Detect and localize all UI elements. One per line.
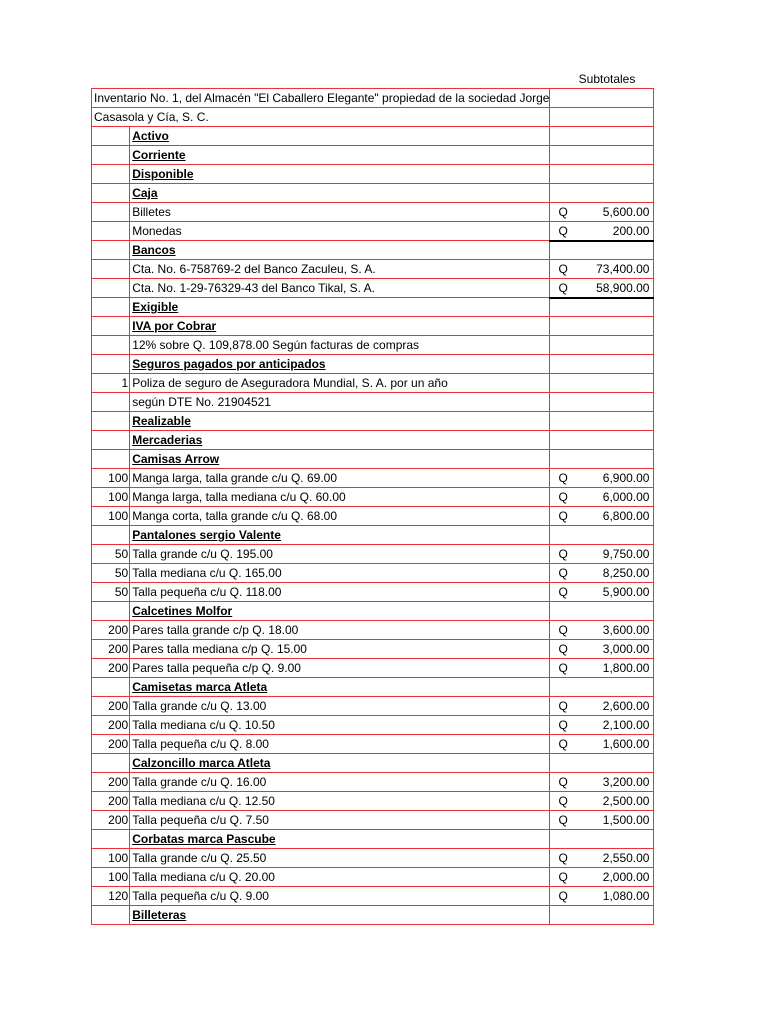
amount-cell[interactable] xyxy=(550,792,654,811)
amount-cell[interactable] xyxy=(550,754,654,773)
table-row xyxy=(92,868,654,887)
currency-symbol: Q xyxy=(558,205,568,219)
quantity-cell[interactable] xyxy=(92,621,130,640)
section-heading: Caja xyxy=(132,186,158,200)
description-cell[interactable] xyxy=(130,165,550,184)
amount-cell[interactable] xyxy=(550,659,654,678)
quantity-value: 200 xyxy=(108,737,129,751)
quantity-value: 50 xyxy=(114,566,129,580)
description-cell[interactable] xyxy=(130,792,550,811)
quantity-cell[interactable] xyxy=(92,203,130,222)
title-line-1: Inventario No. 1, del Almacén "El Caballero Elegante" propiedad de la sociedad Jorge xyxy=(92,89,550,108)
description-cell[interactable] xyxy=(130,260,550,279)
description-cell[interactable] xyxy=(130,203,550,222)
table-row xyxy=(92,678,654,697)
amount-value: 8,250.00 xyxy=(602,566,650,580)
table-row xyxy=(92,488,654,507)
quantity-cell[interactable] xyxy=(92,868,130,887)
description-cell[interactable] xyxy=(130,678,550,697)
table-row xyxy=(92,545,654,564)
item-description: Talla mediana c/u Q. 12.50 xyxy=(132,794,275,808)
quantity-cell[interactable] xyxy=(92,887,130,906)
table-row xyxy=(92,450,654,469)
description-cell[interactable] xyxy=(130,545,550,564)
currency-symbol: Q xyxy=(558,623,568,637)
amount-cell[interactable] xyxy=(550,222,654,241)
item-description: Monedas xyxy=(132,224,182,238)
amount-cell[interactable] xyxy=(550,735,654,754)
quantity-cell[interactable] xyxy=(92,412,130,431)
amount-cell[interactable] xyxy=(550,431,654,450)
table-row xyxy=(92,222,654,241)
currency-symbol: Q xyxy=(558,471,568,485)
description-cell[interactable] xyxy=(130,469,550,488)
item-description: Talla pequeña c/u Q. 8.00 xyxy=(132,737,269,751)
currency-symbol: Q xyxy=(558,813,568,827)
currency-symbol: Q xyxy=(558,794,568,808)
currency-symbol: Q xyxy=(558,870,568,884)
quantity-cell[interactable] xyxy=(92,545,130,564)
table-row xyxy=(92,811,654,830)
quantity-cell[interactable] xyxy=(92,488,130,507)
item-description: Talla pequeña c/u Q. 9.00 xyxy=(132,889,269,903)
amount-cell[interactable] xyxy=(550,583,654,602)
amount-cell[interactable] xyxy=(550,564,654,583)
amount-value: 5,600.00 xyxy=(602,205,650,219)
table-row xyxy=(92,735,654,754)
table-row xyxy=(92,127,654,146)
quantity-cell[interactable] xyxy=(92,127,130,146)
description-cell[interactable] xyxy=(130,412,550,431)
table-row xyxy=(92,355,654,374)
quantity-value: 200 xyxy=(108,794,129,808)
currency-symbol: Q xyxy=(558,224,568,238)
currency-symbol: Q xyxy=(558,566,568,580)
quantity-cell[interactable] xyxy=(92,583,130,602)
table-row xyxy=(92,716,654,735)
amount-cell[interactable] xyxy=(550,773,654,792)
item-description: Pares talla mediana c/p Q. 15.00 xyxy=(132,642,307,656)
table-row xyxy=(92,526,654,545)
table-row xyxy=(92,697,654,716)
table-row xyxy=(92,887,654,906)
description-cell[interactable] xyxy=(130,374,550,393)
description-cell[interactable] xyxy=(130,298,550,317)
quantity-cell[interactable] xyxy=(92,336,130,355)
description-cell[interactable] xyxy=(130,849,550,868)
amount-cell[interactable] xyxy=(550,393,654,412)
amount-cell[interactable] xyxy=(550,184,654,203)
amount-cell[interactable] xyxy=(550,241,654,260)
quantity-value: 200 xyxy=(108,642,129,656)
quantity-cell[interactable] xyxy=(92,374,130,393)
table-row xyxy=(92,336,654,355)
table-row xyxy=(92,564,654,583)
amount-value: 6,000.00 xyxy=(602,490,650,504)
section-heading: Pantalones sergio Valente xyxy=(132,528,281,542)
table-row xyxy=(92,469,654,488)
quantity-cell[interactable] xyxy=(92,279,130,298)
quantity-value: 100 xyxy=(108,471,129,485)
currency-symbol: Q xyxy=(558,661,568,675)
quantity-cell[interactable] xyxy=(92,716,130,735)
table-row xyxy=(92,165,654,184)
quantity-value: 200 xyxy=(108,813,129,827)
amount-cell[interactable] xyxy=(550,507,654,526)
section-heading: Corriente xyxy=(132,148,186,162)
amount-value: 1,500.00 xyxy=(602,813,650,827)
amount-value: 6,800.00 xyxy=(602,509,650,523)
title-row-2 xyxy=(92,108,654,127)
description-cell[interactable] xyxy=(130,431,550,450)
description-cell[interactable] xyxy=(130,659,550,678)
currency-symbol: Q xyxy=(558,281,568,295)
table-row xyxy=(92,317,654,336)
description-cell[interactable] xyxy=(130,697,550,716)
currency-symbol: Q xyxy=(558,490,568,504)
quantity-value: 200 xyxy=(108,775,129,789)
amount-cell[interactable] xyxy=(550,469,654,488)
section-heading: Billeteras xyxy=(132,908,187,922)
amount-cell[interactable] xyxy=(550,640,654,659)
currency-symbol: Q xyxy=(558,262,568,276)
item-description: Cta. No. 6-758769-2 del Banco Zaculeu, S. A. xyxy=(132,262,376,276)
description-cell[interactable] xyxy=(130,317,550,336)
table-row xyxy=(92,241,654,260)
table-row xyxy=(92,507,654,526)
quantity-cell[interactable] xyxy=(92,241,130,260)
item-description: Manga larga, talla mediana c/u Q. 60.00 xyxy=(132,490,346,504)
inventory-table-body xyxy=(92,89,654,925)
section-heading: Exigible xyxy=(132,300,179,314)
description-cell[interactable] xyxy=(130,621,550,640)
description-cell[interactable] xyxy=(130,811,550,830)
item-description: Poliza de seguro de Aseguradora Mundial, S. A. por un año xyxy=(132,376,448,390)
description-cell[interactable] xyxy=(130,336,550,355)
item-description: Talla mediana c/u Q. 20.00 xyxy=(132,870,275,884)
quantity-cell[interactable] xyxy=(92,640,130,659)
amount-cell[interactable] xyxy=(550,336,654,355)
item-description: Talla mediana c/u Q. 10.50 xyxy=(132,718,275,732)
description-cell[interactable] xyxy=(130,241,550,260)
quantity-value: 100 xyxy=(108,851,129,865)
quantity-cell[interactable] xyxy=(92,564,130,583)
quantity-cell[interactable] xyxy=(92,260,130,279)
section-heading: Camisetas marca Atleta xyxy=(132,680,268,694)
table-row xyxy=(92,393,654,412)
quantity-cell[interactable] xyxy=(92,830,130,849)
quantity-cell[interactable] xyxy=(92,298,130,317)
table-row xyxy=(92,184,654,203)
section-heading: Bancos xyxy=(132,243,176,257)
description-cell[interactable] xyxy=(130,735,550,754)
quantity-cell[interactable] xyxy=(92,678,130,697)
description-cell[interactable] xyxy=(130,184,550,203)
amount-cell[interactable] xyxy=(550,450,654,469)
quantity-value: 100 xyxy=(108,490,129,504)
amount-value: 1,600.00 xyxy=(602,737,650,751)
table-row xyxy=(92,203,654,222)
amount-value: 58,900.00 xyxy=(596,281,650,295)
table-row xyxy=(92,773,654,792)
table-row xyxy=(92,640,654,659)
amount-value: 3,200.00 xyxy=(602,775,650,789)
amount-value: 9,750.00 xyxy=(602,547,650,561)
item-description: Pares talla pequeña c/p Q. 9.00 xyxy=(132,661,301,675)
description-cell[interactable] xyxy=(130,887,550,906)
quantity-value: 100 xyxy=(108,870,129,884)
item-description: según DTE No. 21904521 xyxy=(132,395,271,409)
amount-cell[interactable] xyxy=(550,811,654,830)
amount-value: 200.00 xyxy=(612,224,650,238)
section-heading: Calcetines Molfor xyxy=(132,604,233,618)
quantity-cell[interactable] xyxy=(92,659,130,678)
amount-value: 2,000.00 xyxy=(602,870,650,884)
item-description: 12% sobre Q. 109,878.00 Según facturas de compras xyxy=(132,338,420,352)
table-row xyxy=(92,279,654,298)
description-cell[interactable] xyxy=(130,564,550,583)
currency-symbol: Q xyxy=(558,889,568,903)
quantity-cell[interactable] xyxy=(92,811,130,830)
description-cell[interactable] xyxy=(130,393,550,412)
amount-value: 1,800.00 xyxy=(602,661,650,675)
quantity-cell[interactable] xyxy=(92,773,130,792)
quantity-cell[interactable] xyxy=(92,849,130,868)
title-line-2: Casasola y Cía, S. C. xyxy=(92,108,550,127)
amount-value: 73,400.00 xyxy=(596,262,650,276)
table-row xyxy=(92,146,654,165)
currency-symbol: Q xyxy=(558,775,568,789)
currency-symbol: Q xyxy=(558,737,568,751)
currency-symbol: Q xyxy=(558,718,568,732)
section-heading: Mercaderias xyxy=(132,433,203,447)
item-description: Talla mediana c/u Q. 165.00 xyxy=(132,566,282,580)
section-heading: Calzoncillo marca Atleta xyxy=(132,756,271,770)
amount-cell[interactable] xyxy=(550,868,654,887)
item-description: Pares talla grande c/p Q. 18.00 xyxy=(132,623,299,637)
amount-cell[interactable] xyxy=(550,887,654,906)
amount-cell[interactable] xyxy=(550,203,654,222)
quantity-value: 1 xyxy=(121,376,129,390)
amount-cell[interactable] xyxy=(550,279,654,298)
table-row xyxy=(92,431,654,450)
amount-cell[interactable] xyxy=(550,678,654,697)
amount-cell[interactable] xyxy=(550,260,654,279)
quantity-cell[interactable] xyxy=(92,165,130,184)
table-row xyxy=(92,412,654,431)
quantity-cell[interactable] xyxy=(92,431,130,450)
quantity-cell[interactable] xyxy=(92,602,130,621)
description-cell[interactable] xyxy=(130,355,550,374)
quantity-value: 200 xyxy=(108,661,129,675)
quantity-cell[interactable] xyxy=(92,146,130,165)
title-row-1 xyxy=(92,89,654,108)
amount-cell[interactable] xyxy=(550,526,654,545)
quantity-cell[interactable] xyxy=(92,355,130,374)
currency-symbol: Q xyxy=(558,642,568,656)
description-cell[interactable] xyxy=(130,906,550,925)
item-description: Billetes xyxy=(132,205,171,219)
section-heading: Corbatas marca Pascube xyxy=(132,832,276,846)
quantity-cell[interactable] xyxy=(92,754,130,773)
amount-value: 1,080.00 xyxy=(602,889,650,903)
table-row xyxy=(92,374,654,393)
quantity-value: 120 xyxy=(108,889,129,903)
quantity-cell[interactable] xyxy=(92,906,130,925)
amount-value: 6,900.00 xyxy=(602,471,650,485)
amount-cell[interactable] xyxy=(550,716,654,735)
section-heading: Disponible xyxy=(132,167,194,181)
table-row xyxy=(92,754,654,773)
currency-symbol: Q xyxy=(558,509,568,523)
quantity-cell[interactable] xyxy=(92,222,130,241)
quantity-cell[interactable] xyxy=(92,697,130,716)
description-cell[interactable] xyxy=(130,602,550,621)
description-cell[interactable] xyxy=(130,716,550,735)
description-cell[interactable] xyxy=(130,868,550,887)
quantity-cell[interactable] xyxy=(92,469,130,488)
currency-symbol: Q xyxy=(558,547,568,561)
table-row xyxy=(92,260,654,279)
section-heading: Activo xyxy=(132,129,169,143)
amount-value: 5,900.00 xyxy=(602,585,650,599)
amount-cell[interactable] xyxy=(550,89,654,108)
description-cell[interactable] xyxy=(130,450,550,469)
amount-value: 2,600.00 xyxy=(602,699,650,713)
subtotals-column-header: Subtotales xyxy=(578,72,636,86)
quantity-value: 100 xyxy=(108,509,129,523)
description-cell[interactable] xyxy=(130,222,550,241)
description-cell[interactable] xyxy=(130,507,550,526)
quantity-cell[interactable] xyxy=(92,792,130,811)
item-description: Talla pequeña c/u Q. 7.50 xyxy=(132,813,269,827)
description-cell[interactable] xyxy=(130,526,550,545)
section-heading: IVA por Cobrar xyxy=(132,319,217,333)
section-heading: Seguros pagados por anticipados xyxy=(132,357,326,371)
amount-cell[interactable] xyxy=(550,621,654,640)
table-row xyxy=(92,583,654,602)
amount-value: 2,500.00 xyxy=(602,794,650,808)
item-description: Manga larga, talla grande c/u Q. 69.00 xyxy=(132,471,337,485)
quantity-value: 50 xyxy=(114,585,129,599)
amount-cell[interactable] xyxy=(550,602,654,621)
description-cell[interactable] xyxy=(130,830,550,849)
quantity-cell[interactable] xyxy=(92,526,130,545)
amount-cell[interactable] xyxy=(550,906,654,925)
quantity-value: 200 xyxy=(108,699,129,713)
description-cell[interactable] xyxy=(130,754,550,773)
quantity-cell[interactable] xyxy=(92,393,130,412)
amount-cell[interactable] xyxy=(550,697,654,716)
quantity-cell[interactable] xyxy=(92,317,130,336)
table-row xyxy=(92,298,654,317)
amount-cell[interactable] xyxy=(550,374,654,393)
amount-cell[interactable] xyxy=(550,317,654,336)
table-row xyxy=(92,659,654,678)
table-row xyxy=(92,792,654,811)
quantity-cell[interactable] xyxy=(92,184,130,203)
amount-value: 3,600.00 xyxy=(602,623,650,637)
description-cell[interactable] xyxy=(130,488,550,507)
amount-cell[interactable] xyxy=(550,830,654,849)
table-row xyxy=(92,906,654,925)
amount-cell[interactable] xyxy=(550,146,654,165)
quantity-value: 50 xyxy=(114,547,129,561)
item-description: Talla grande c/u Q. 195.00 xyxy=(132,547,273,561)
amount-cell[interactable] xyxy=(550,127,654,146)
item-description: Talla pequeña c/u Q. 118.00 xyxy=(132,585,282,599)
quantity-value: 200 xyxy=(108,718,129,732)
amount-cell[interactable] xyxy=(550,298,654,317)
quantity-cell[interactable] xyxy=(92,507,130,526)
inventory-table xyxy=(91,88,654,925)
item-description: Talla grande c/u Q. 16.00 xyxy=(132,775,267,789)
amount-value: 2,100.00 xyxy=(602,718,650,732)
amount-cell[interactable] xyxy=(550,165,654,184)
amount-value: 3,000.00 xyxy=(602,642,650,656)
description-cell[interactable] xyxy=(130,127,550,146)
description-cell[interactable] xyxy=(130,279,550,298)
table-row xyxy=(92,602,654,621)
description-cell[interactable] xyxy=(130,773,550,792)
quantity-cell[interactable] xyxy=(92,450,130,469)
amount-cell[interactable] xyxy=(550,355,654,374)
item-description: Talla grande c/u Q. 25.50 xyxy=(132,851,267,865)
table-row xyxy=(92,830,654,849)
description-cell[interactable] xyxy=(130,583,550,602)
item-description: Manga corta, talla grande c/u Q. 68.00 xyxy=(132,509,337,523)
currency-symbol: Q xyxy=(558,585,568,599)
description-cell[interactable] xyxy=(130,146,550,165)
quantity-value: 200 xyxy=(108,623,129,637)
section-heading: Realizable xyxy=(132,414,191,428)
item-description: Talla grande c/u Q. 13.00 xyxy=(132,699,267,713)
amount-cell[interactable] xyxy=(550,545,654,564)
amount-cell[interactable] xyxy=(550,412,654,431)
table-row xyxy=(92,849,654,868)
table-row xyxy=(92,621,654,640)
description-cell[interactable] xyxy=(130,640,550,659)
quantity-cell[interactable] xyxy=(92,735,130,754)
currency-symbol: Q xyxy=(558,851,568,865)
amount-cell[interactable] xyxy=(550,488,654,507)
amount-value: 2,550.00 xyxy=(602,851,650,865)
currency-symbol: Q xyxy=(558,699,568,713)
amount-cell[interactable] xyxy=(550,849,654,868)
amount-cell[interactable] xyxy=(550,108,654,127)
section-heading: Camisas Arrow xyxy=(132,452,220,466)
item-description: Cta. No. 1-29-76329-43 del Banco Tikal, S. A. xyxy=(132,281,376,295)
